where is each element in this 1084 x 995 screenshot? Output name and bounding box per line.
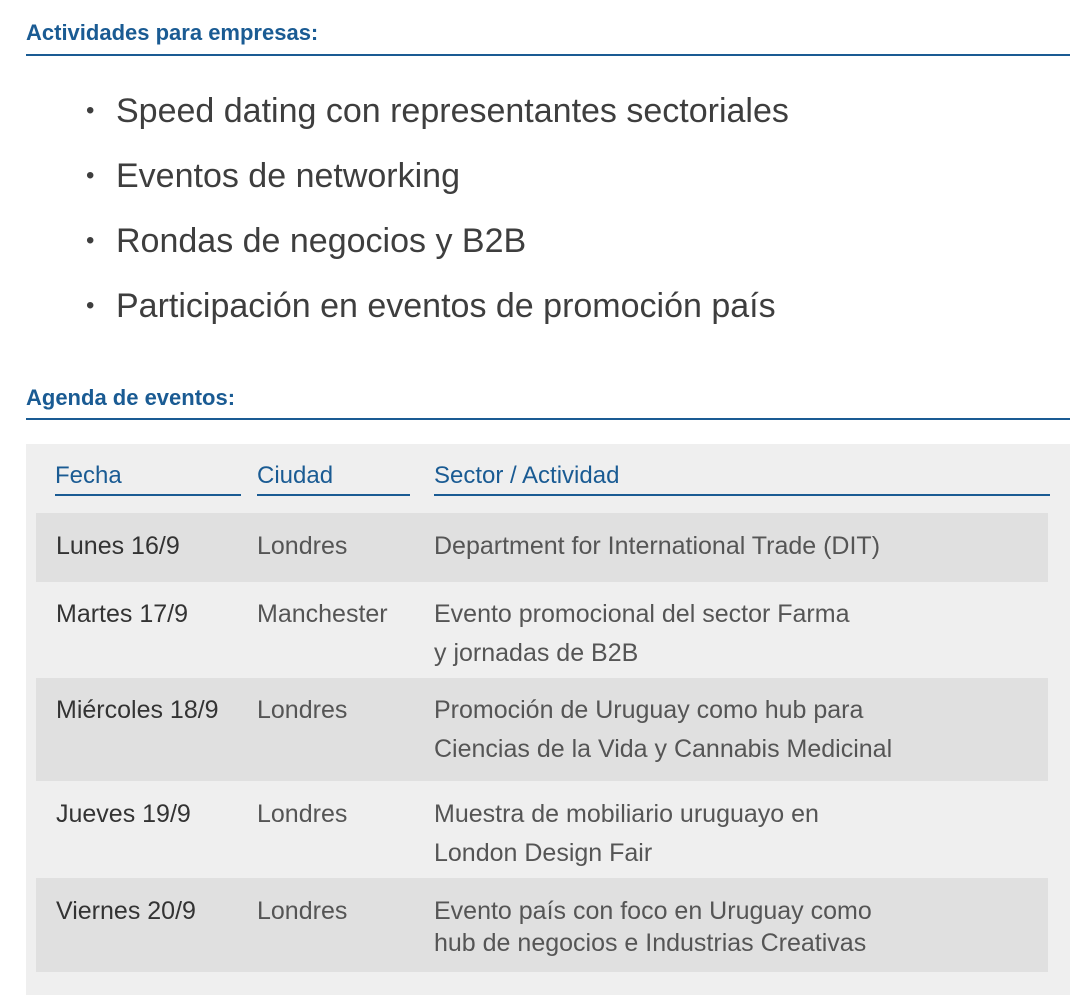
row-activity: Evento país con foco en Uruguay como: [434, 897, 872, 925]
list-item: • Speed dating con representantes sectoriales: [86, 88, 789, 153]
row-city: Londres: [257, 897, 348, 925]
row-activity-continued: y jornadas de B2B: [434, 639, 639, 667]
table-row: [36, 781, 1048, 878]
activities-list: [86, 88, 789, 348]
column-header-city: Ciudad: [257, 458, 410, 496]
row-activity: Promoción de Uruguay como hub para: [434, 696, 864, 724]
bullet-icon: •: [86, 162, 95, 189]
agenda-divider: [26, 418, 1070, 420]
activities-heading: Actividades para empresas:: [26, 20, 319, 45]
list-item: • Rondas de negocios y B2B: [86, 218, 789, 283]
bullet-icon: •: [86, 97, 95, 124]
row-date: Jueves 19/9: [56, 800, 191, 828]
row-activity-continued: Ciencias de la Vida y Cannabis Medicinal: [434, 735, 893, 763]
row-date: Lunes 16/9: [56, 532, 180, 560]
list-item: • Participación en eventos de promoción país: [86, 283, 789, 348]
row-activity: Muestra de mobiliario uruguayo en: [434, 800, 819, 828]
column-header-date: Fecha: [55, 458, 241, 496]
agenda-heading: Agenda de eventos:: [26, 385, 236, 410]
row-date: Martes 17/9: [56, 600, 189, 628]
row-date: Viernes 20/9: [56, 897, 196, 925]
row-activity-continued: hub de negocios e Industrias Creativas: [434, 929, 867, 957]
row-date: Miércoles 18/9: [56, 696, 219, 724]
row-activity: Evento promocional del sector Farma: [434, 600, 850, 628]
table-row: [36, 582, 1048, 678]
row-city: Londres: [257, 800, 348, 828]
list-item: • Eventos de networking: [86, 153, 789, 218]
bullet-icon: •: [86, 227, 95, 254]
row-activity: Department for International Trade (DIT): [434, 532, 881, 560]
activities-divider: [26, 54, 1070, 56]
row-city: Londres: [257, 532, 348, 560]
column-header-activity: Sector / Actividad: [434, 458, 1050, 496]
table-row: [36, 678, 1048, 781]
row-activity-continued: London Design Fair: [434, 839, 653, 867]
row-city: Londres: [257, 696, 348, 724]
bullet-icon: •: [86, 292, 95, 319]
table-row: [36, 878, 1048, 972]
table-row: [36, 513, 1048, 582]
row-city: Manchester: [257, 600, 388, 628]
